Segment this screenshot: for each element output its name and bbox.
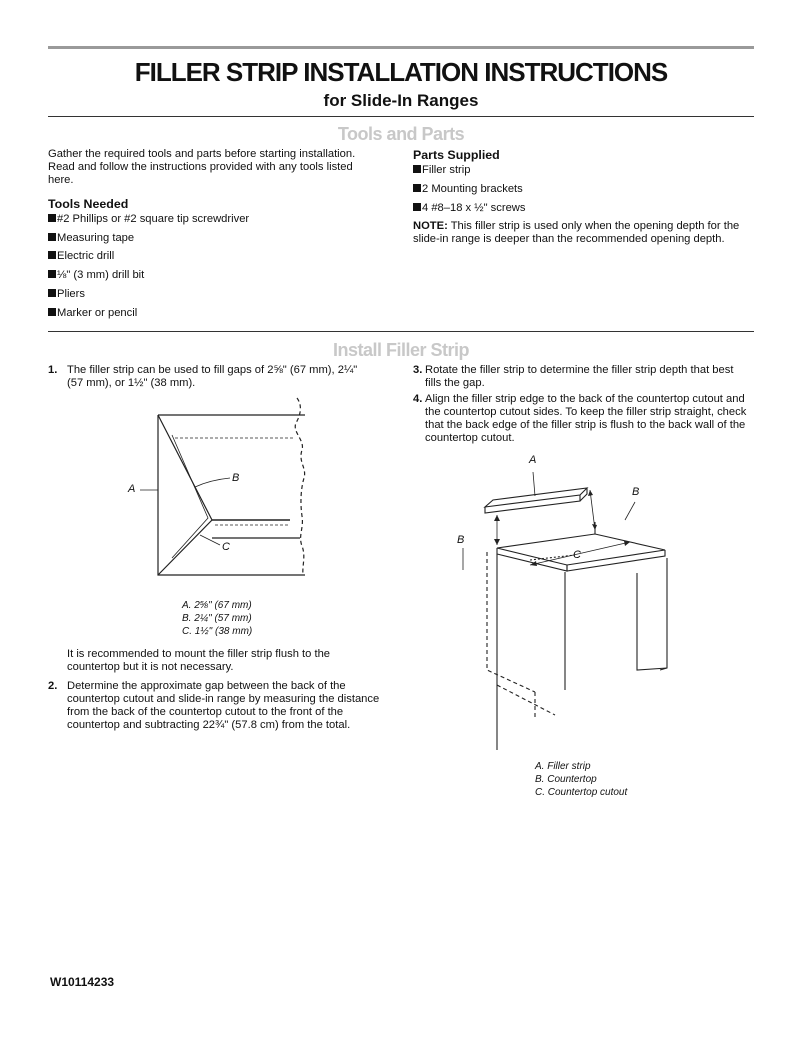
parts-heading: Parts Supplied bbox=[413, 148, 500, 162]
section-heading-tools: Tools and Parts bbox=[337, 124, 465, 144]
note-label: NOTE: bbox=[413, 220, 448, 232]
tool-item: #2 Phillips or #2 square tip screwdriver bbox=[48, 213, 249, 226]
tool-item: ⅛" (3 mm) drill bit bbox=[48, 269, 144, 282]
step-number: 4. bbox=[413, 393, 423, 405]
fig1-label-a: A bbox=[128, 483, 136, 495]
part-item: 4 #8–18 x ½" screws bbox=[413, 202, 525, 215]
divider bbox=[48, 116, 754, 117]
section-heading-install: Install Filler Strip bbox=[332, 340, 470, 360]
countertop-diagram bbox=[455, 460, 715, 760]
recommendation: It is recommended to mount the filler strip flush to the countertop but it is not necessary. bbox=[67, 648, 331, 673]
fig2-label-b: B bbox=[457, 534, 465, 546]
fig1-caption: C. 1½" (38 mm) bbox=[182, 626, 253, 637]
tool-item: Measuring tape bbox=[48, 232, 134, 245]
fig1-label-b: B bbox=[232, 472, 240, 484]
tools-intro: Gather the required tools and parts before starting installation. Read and follow the instructions provided with any tools listed here. bbox=[48, 148, 356, 186]
fig2-caption: A. Filler strip bbox=[535, 761, 591, 772]
page-title: FILLER STRIP INSTALLATION INSTRUCTIONS bbox=[134, 57, 668, 87]
tool-item: Electric drill bbox=[48, 250, 114, 263]
part-number: W10114233 bbox=[50, 975, 115, 989]
fig1-caption: A. 2⅝" (67 mm) bbox=[182, 600, 252, 611]
part-item: Filler strip bbox=[413, 164, 470, 177]
step-number: 3. bbox=[413, 364, 423, 376]
step-2: 2. Determine the approximate gap between the back of the countertop cutout and slide-in range by measuring the distance from the back of the countertop cutout to the front of the countertop and subtracting 22¾" (57.8 cm) from the total. bbox=[48, 680, 380, 731]
step-number: 1. bbox=[48, 364, 58, 376]
part-item: 2 Mounting brackets bbox=[413, 183, 523, 196]
note: NOTE: This filler strip is used only when the opening depth for the slide-in range is deeper than the recommended opening depth. bbox=[413, 220, 740, 245]
step-4: 4. Align the filler strip edge to the back of the countertop cutout and the countertop cutout sides. To keep the filler strip straight, check that the back edge of the filler strip is flush to the back wall of the countertop cutout. bbox=[413, 393, 747, 444]
page-subtitle: for Slide-In Ranges bbox=[323, 91, 479, 110]
divider bbox=[48, 331, 754, 332]
fig2-label-c: C bbox=[573, 549, 581, 561]
fig2-caption: C. Countertop cutout bbox=[535, 787, 628, 798]
fig1-label-c: C bbox=[222, 541, 230, 553]
step-1: 1. The filler strip can be used to fill gaps of 2⅝" (67 mm), 2¼" (57 mm), or 1½" (38 mm). bbox=[48, 364, 358, 389]
tools-heading: Tools Needed bbox=[48, 197, 129, 211]
fig1-caption: B. 2¼" (57 mm) bbox=[182, 613, 252, 624]
gap-diagram bbox=[120, 390, 320, 590]
fig2-label-a: A bbox=[529, 454, 537, 466]
tool-item: Marker or pencil bbox=[48, 307, 137, 320]
tool-item: Pliers bbox=[48, 288, 85, 301]
top-rule bbox=[48, 46, 754, 49]
step-3: 3. Rotate the filler strip to determine the filler strip depth that best fills the gap. bbox=[413, 364, 734, 389]
step-number: 2. bbox=[48, 680, 58, 692]
fig2-caption: B. Countertop bbox=[535, 774, 597, 785]
fig2-label-b: B bbox=[632, 486, 640, 498]
